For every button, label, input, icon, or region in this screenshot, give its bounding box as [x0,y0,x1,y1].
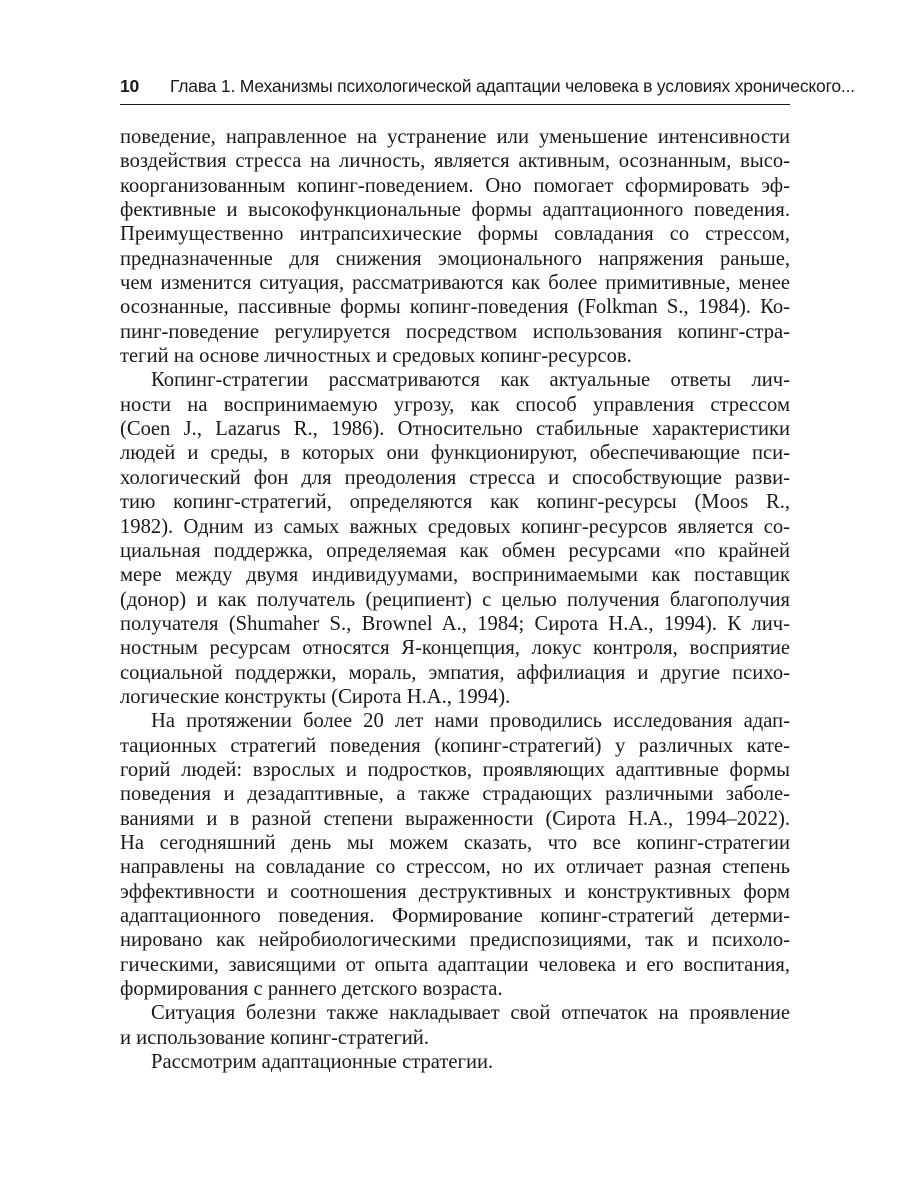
text-line: пинг-поведение регулируется посредством использования копинг-стра- [120,320,790,343]
text-line: логические конструкты (Сирота Н.А., 1994). [120,685,511,708]
text-line: ности на воспринимаемую угрозу, как способ управления стрессом [120,393,790,416]
text-line: Копинг-стратегии рассматриваются как актуальные ответы лич- [151,369,790,392]
text-line: Преимущественно интрапсихические формы совладания со стрессом, [120,223,790,246]
text-line: воздействия стресса на личность, является активным, осознанным, высо- [120,150,790,173]
text-line: (донор) и как получатель (реципиент) с целью получения благополучия [120,588,790,611]
text-line: формирования с раннего детского возраста. [120,978,503,1001]
text-line: коорганизованным копинг-поведением. Оно помогает сформировать эф- [120,174,790,197]
text-line: гическими, зависящими от опыта адаптации человека и его воспитания, [120,953,790,976]
text-line: (Coen J., Lazarus R., 1986). Относительно стабильные характеристики [120,418,790,441]
text-line: чем изменится ситуация, рассматриваются как более примитивные, менее [120,272,790,295]
paragraph [120,1050,790,1074]
text-line: Ситуация болезни также накладывает свой отпечаток на проявление [151,1002,790,1025]
text-line: осознанные, пассивные формы копинг-поведения (Folkman S., 1984). Ко- [120,296,790,319]
text-line: хологический фон для преодоления стресса и способствующие разви- [120,466,790,489]
text-line: поведение, направленное на устранение или уменьшение интенсивности [120,126,790,148]
text-line: нировано как нейробиологическими предиспозициями, так и психоло- [120,929,790,952]
paragraph [120,709,790,1001]
text-line: тационных стратегий поведения (копинг-стратегий) у различных кате- [120,734,790,757]
text-line: получателя (Shumaher S., Brownel A., 1984; Сирота Н.А., 1994). К лич- [120,612,790,635]
text-line: мере между двумя индивидуумами, воспринимаемыми как поставщик [120,564,790,587]
chapter-title: Глава 1. Механизмы психологической адаптации человека в условиях хронического... [170,76,855,96]
text-line: ностным ресурсам относятся Я-концепция, локус контроля, восприятие [120,637,790,660]
text-line: На сегодняшний день мы можем сказать, что все копинг-стратегии [120,831,790,854]
text-line: ваниями и в разной степени выраженности (Сирота Н.А., 1994–2022). [120,807,790,830]
body-text [120,125,790,1074]
paragraph [120,368,790,709]
text-line: тегий на основе личностных и средовых копинг-ресурсов. [120,345,632,368]
text-line: социальной поддержки, мораль, эмпатия, аффилиация и другие психо- [120,661,790,684]
text-line: адаптационного поведения. Формирование копинг-стратегий детерми- [120,905,790,927]
text-line: горий людей: взрослых и подростков, проявляющих адаптивные формы [120,758,790,781]
text-line: направлены на совладание со стрессом, но их отличает разная степень [120,856,790,879]
text-line: На протяжении более 20 лет нами проводились исследования адап- [151,710,790,733]
text-line: 1982). Одним из самых важных средовых копинг-ресурсов является со- [120,515,790,538]
text-line: эффективности и соотношения деструктивных и конструктивных форм [120,880,790,903]
text-line: фективные и высокофункциональные формы адаптационного поведения. [120,199,790,222]
text-line: и использование копинг-стратегий. [120,1026,429,1049]
text-line: тию копинг-стратегий, определяются как копинг-ресурсы (Moos R., [120,491,790,514]
paragraph [120,125,790,368]
text-line: предназначенные для снижения эмоционального напряжения раньше, [120,247,790,270]
text-line: людей и среды, в которых они функционируют, обеспечивающие пси- [120,442,790,465]
running-head [120,76,855,97]
text-line: поведения и дезадаптивные, а также страдающих различными заболе- [120,783,790,806]
page-number: 10 [120,76,140,96]
text-line: циальная поддержка, определяемая как обмен ресурсами «по крайней [120,539,790,562]
header-rule [120,104,790,105]
paragraph [120,1001,790,1050]
text-line: Рассмотрим адаптационные стратегии. [151,1051,494,1074]
